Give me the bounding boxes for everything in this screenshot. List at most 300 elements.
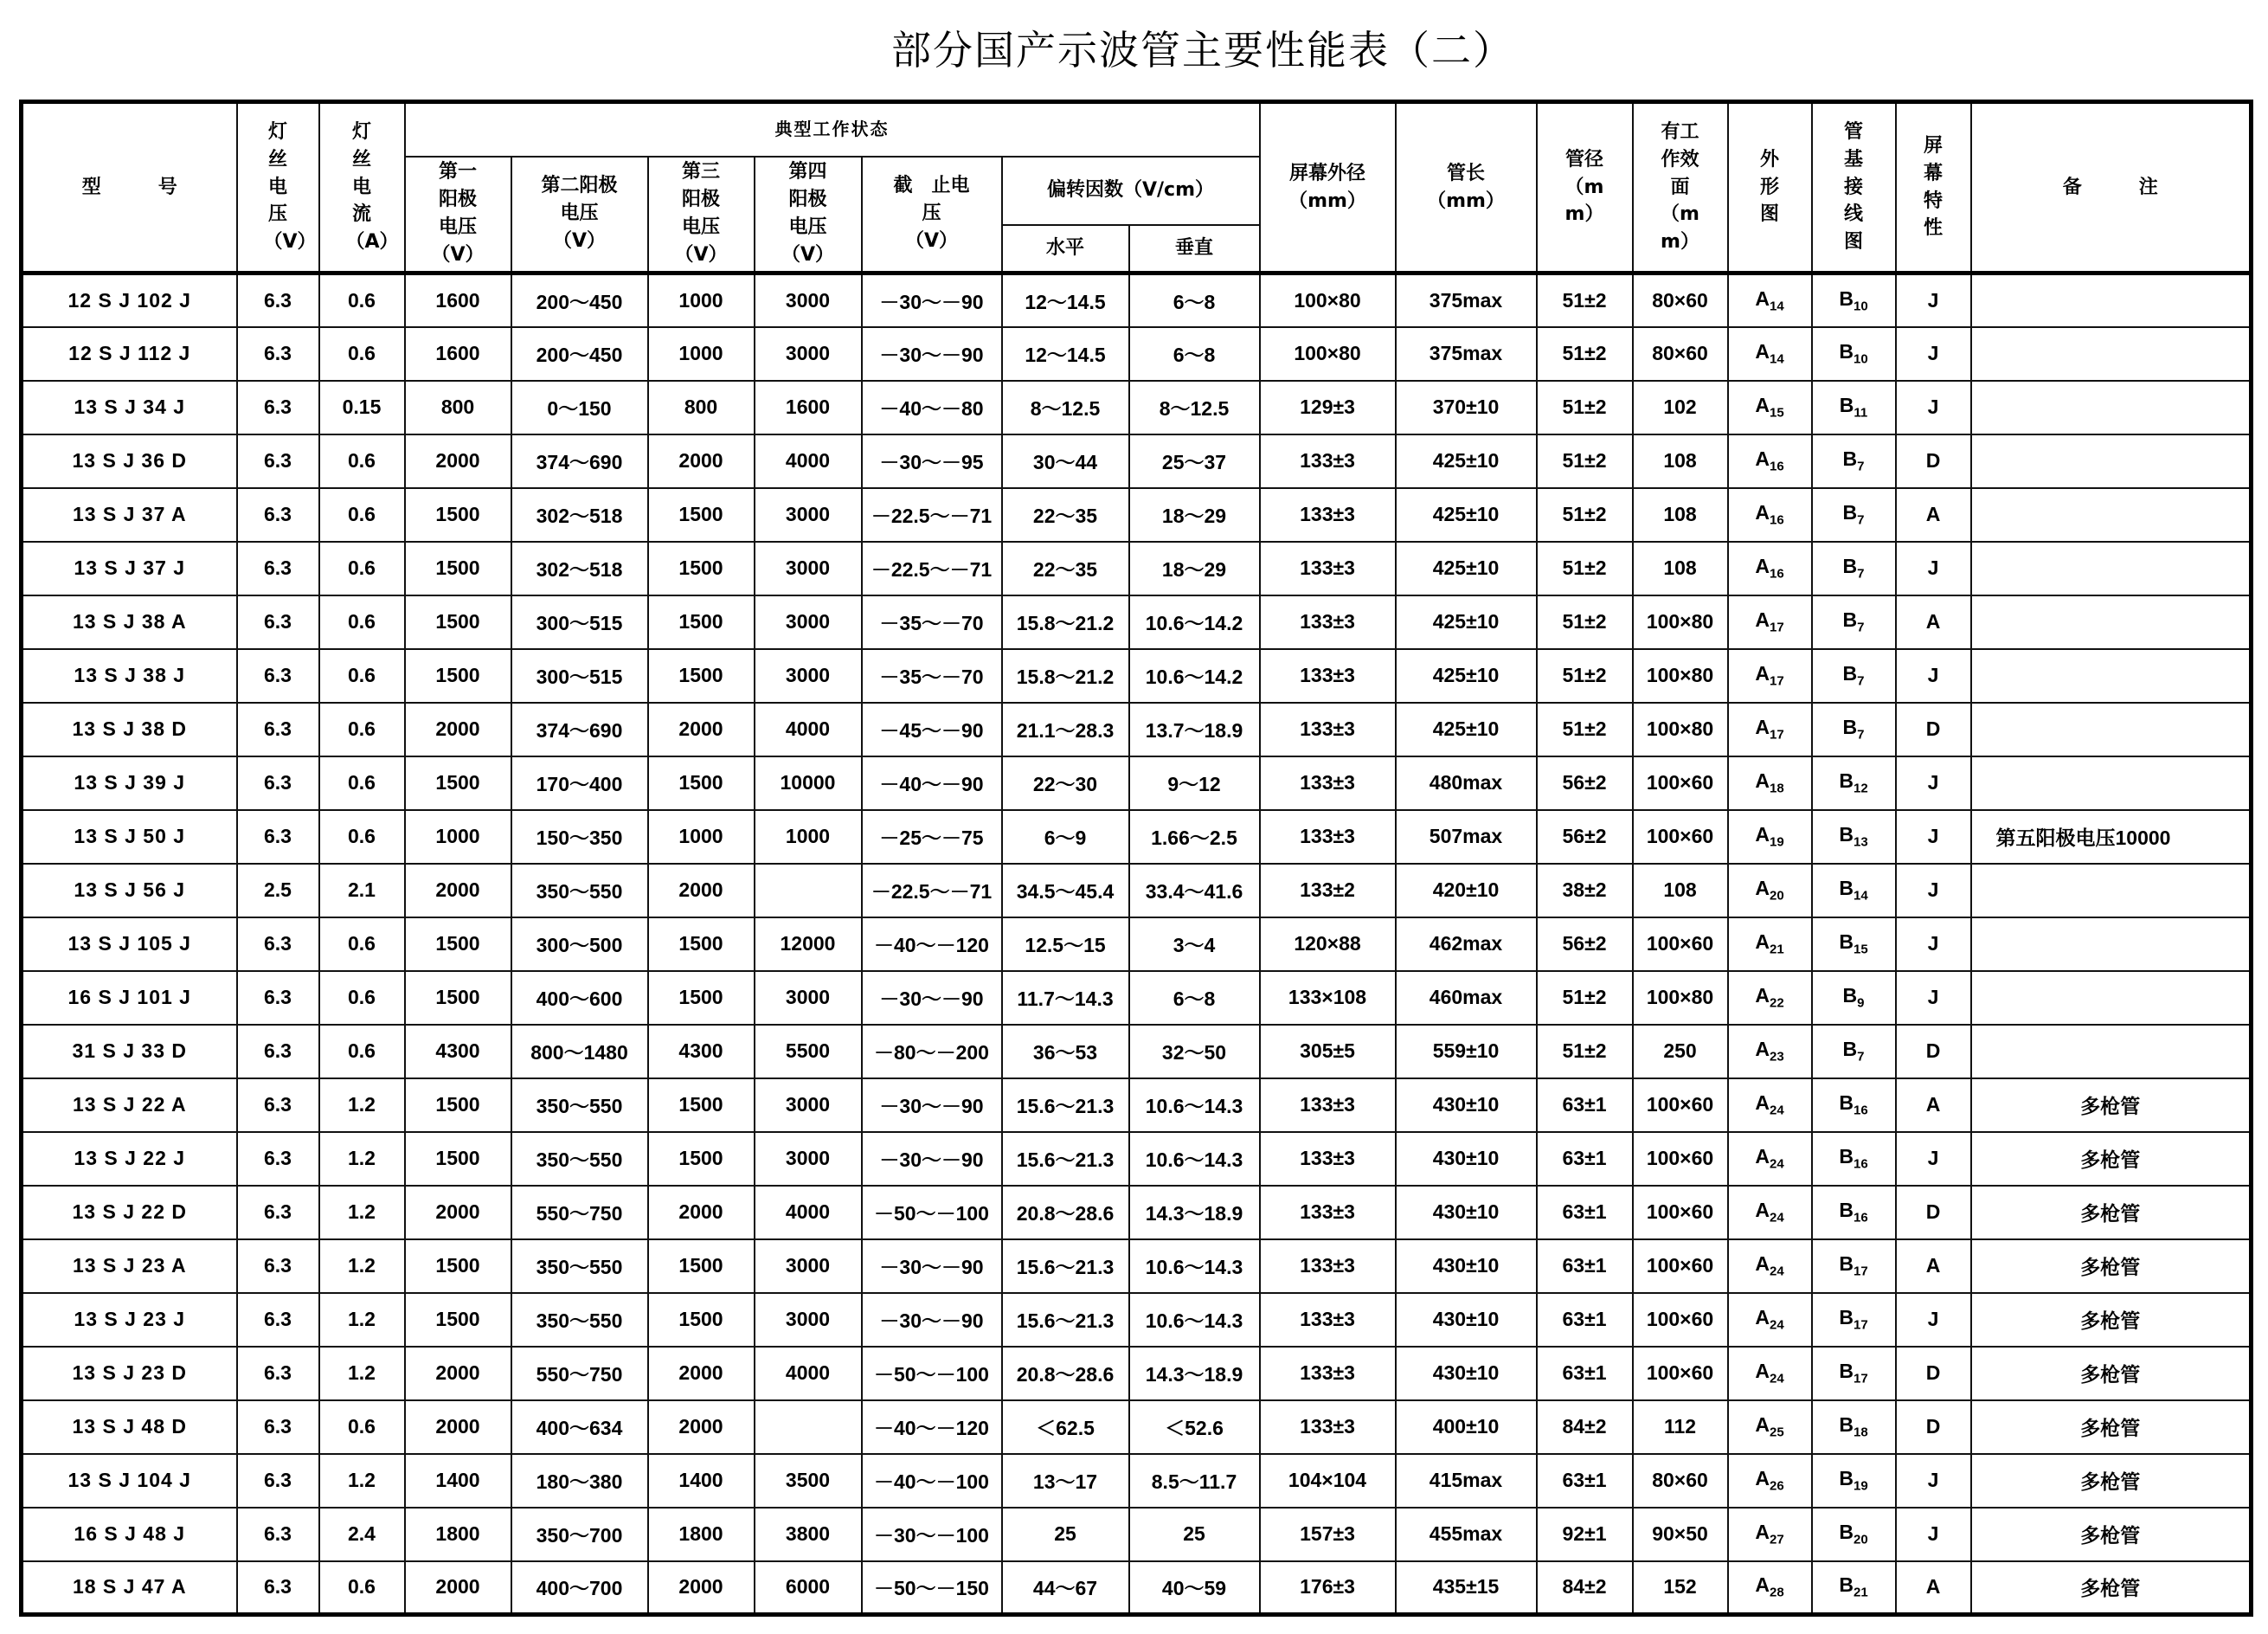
- cell-tube-length: 420±10: [1396, 864, 1537, 917]
- table-row: [22, 595, 2252, 649]
- cell-cutoff-voltage: －30～－90: [862, 273, 1002, 327]
- cell-filament-current: 1.2: [319, 1454, 405, 1508]
- cell-remarks: [1971, 649, 2252, 703]
- cell-deflection-horizontal: 11.7～14.3: [1002, 971, 1129, 1025]
- header-screen-characteristic: 屏幕特性: [1896, 102, 1971, 273]
- cell-effective-area: 80×60: [1633, 273, 1728, 327]
- cell-anode4-voltage: 3500: [755, 1454, 862, 1508]
- cell-model: 13 S J 38 A: [22, 595, 237, 649]
- cell-screen-characteristic: D: [1896, 1400, 1971, 1454]
- cell-deflection-vertical: 8～12.5: [1129, 381, 1260, 434]
- cell-deflection-horizontal: 15.6～21.3: [1002, 1132, 1129, 1186]
- cell-screen-diameter: 133±3: [1260, 1132, 1396, 1186]
- cell-filament-voltage: 6.3: [237, 917, 319, 971]
- cell-deflection-vertical: 10.6～14.3: [1129, 1132, 1260, 1186]
- cell-anode2-voltage: 302～518: [511, 542, 648, 595]
- cell-filament-current: 0.6: [319, 917, 405, 971]
- cell-filament-voltage: 6.3: [237, 327, 319, 381]
- cell-filament-voltage: 6.3: [237, 756, 319, 810]
- cell-deflection-horizontal: 25: [1002, 1508, 1129, 1561]
- cell-filament-voltage: 6.3: [237, 1293, 319, 1347]
- cell-anode2-voltage: 350～550: [511, 1078, 648, 1132]
- cell-cutoff-voltage: －35～－70: [862, 649, 1002, 703]
- cell-outline-drawing: $A_{19}$: [1728, 810, 1812, 864]
- cell-tube-length: 430±10: [1396, 1186, 1537, 1239]
- cell-deflection-vertical: 6～8: [1129, 327, 1260, 381]
- table-row: [22, 1293, 2252, 1347]
- cell-screen-diameter: 133±3: [1260, 703, 1396, 756]
- cell-filament-current: 0.6: [319, 756, 405, 810]
- header-outline-drawing: 外形图: [1728, 102, 1812, 273]
- cell-anode2-voltage: 350～550: [511, 864, 648, 917]
- cell-tube-diameter: 51±2: [1537, 488, 1633, 542]
- cell-anode3-voltage: 1500: [648, 1132, 755, 1186]
- cell-tube-length: 425±10: [1396, 595, 1537, 649]
- table-row: [22, 756, 2252, 810]
- cell-anode1-voltage: 1600: [405, 327, 511, 381]
- cell-anode2-voltage: 0～150: [511, 381, 648, 434]
- cell-anode3-voltage: 1500: [648, 1293, 755, 1347]
- cell-tube-diameter: 56±2: [1537, 810, 1633, 864]
- cell-cutoff-voltage: －40～－120: [862, 917, 1002, 971]
- cell-anode3-voltage: 1000: [648, 810, 755, 864]
- cell-anode1-voltage: 1500: [405, 756, 511, 810]
- table-row: [22, 1400, 2252, 1454]
- cell-cutoff-voltage: －40～－80: [862, 381, 1002, 434]
- cell-anode1-voltage: 800: [405, 381, 511, 434]
- cell-anode4-voltage: 1600: [755, 381, 862, 434]
- cell-filament-current: 1.2: [319, 1132, 405, 1186]
- cell-anode1-voltage: 2000: [405, 864, 511, 917]
- cell-effective-area: 100×60: [1633, 1186, 1728, 1239]
- cell-tube-diameter: 63±1: [1537, 1454, 1633, 1508]
- cell-screen-diameter: 305±5: [1260, 1025, 1396, 1078]
- cell-deflection-horizontal: 22～35: [1002, 488, 1129, 542]
- cell-anode1-voltage: 1500: [405, 971, 511, 1025]
- cell-screen-diameter: 133×108: [1260, 971, 1396, 1025]
- cell-deflection-horizontal: 15.8～21.2: [1002, 595, 1129, 649]
- cell-model: 13 S J 105 J: [22, 917, 237, 971]
- cell-anode4-voltage: 3000: [755, 1132, 862, 1186]
- cell-model: 13 S J 38 J: [22, 649, 237, 703]
- cell-filament-current: 0.6: [319, 971, 405, 1025]
- cell-deflection-vertical: 9～12: [1129, 756, 1260, 810]
- cell-filament-current: 0.6: [319, 649, 405, 703]
- cell-screen-characteristic: J: [1896, 810, 1971, 864]
- cell-base-wiring: $B_{11}$: [1812, 381, 1896, 434]
- cell-screen-diameter: 133±3: [1260, 1400, 1396, 1454]
- cell-screen-characteristic: J: [1896, 327, 1971, 381]
- cell-effective-area: 100×80: [1633, 971, 1728, 1025]
- cell-anode2-voltage: 350～550: [511, 1132, 648, 1186]
- cell-remarks: 多枪管: [1971, 1400, 2252, 1454]
- cell-deflection-horizontal: 22～30: [1002, 756, 1129, 810]
- cell-screen-diameter: 176±3: [1260, 1561, 1396, 1615]
- cell-tube-diameter: 38±2: [1537, 864, 1633, 917]
- cell-screen-characteristic: J: [1896, 273, 1971, 327]
- cell-base-wiring: $B_{16}$: [1812, 1186, 1896, 1239]
- cell-anode2-voltage: 170～400: [511, 756, 648, 810]
- table-row: [22, 649, 2252, 703]
- cell-deflection-vertical: ＜52.6: [1129, 1400, 1260, 1454]
- cell-filament-voltage: 6.3: [237, 649, 319, 703]
- cell-cutoff-voltage: －50～－100: [862, 1347, 1002, 1400]
- cell-anode1-voltage: 2000: [405, 1186, 511, 1239]
- cell-base-wiring: $B_7$: [1812, 703, 1896, 756]
- cell-screen-characteristic: J: [1896, 864, 1971, 917]
- cell-anode4-voltage: 3000: [755, 327, 862, 381]
- cell-outline-drawing: $A_{18}$: [1728, 756, 1812, 810]
- cell-deflection-horizontal: 30～44: [1002, 434, 1129, 488]
- header-anode3-voltage: 第三阳极电压 （V）: [648, 157, 755, 273]
- cell-base-wiring: $B_7$: [1812, 595, 1896, 649]
- cell-anode4-voltage: 12000: [755, 917, 862, 971]
- cell-outline-drawing: $A_{17}$: [1728, 649, 1812, 703]
- cell-anode1-voltage: 2000: [405, 1400, 511, 1454]
- cell-filament-current: 1.2: [319, 1078, 405, 1132]
- cell-cutoff-voltage: －30～－90: [862, 1078, 1002, 1132]
- cell-anode3-voltage: 1500: [648, 917, 755, 971]
- cell-screen-characteristic: D: [1896, 703, 1971, 756]
- cell-tube-diameter: 51±2: [1537, 971, 1633, 1025]
- cell-cutoff-voltage: －30～－90: [862, 1132, 1002, 1186]
- cell-deflection-vertical: 18～29: [1129, 488, 1260, 542]
- cell-anode2-voltage: 200～450: [511, 327, 648, 381]
- cell-screen-diameter: 133±3: [1260, 542, 1396, 595]
- cell-anode4-voltage: 4000: [755, 703, 862, 756]
- cell-effective-area: 100×80: [1633, 703, 1728, 756]
- cell-screen-diameter: 100×80: [1260, 327, 1396, 381]
- cell-filament-current: 0.6: [319, 327, 405, 381]
- cell-cutoff-voltage: －30～－95: [862, 434, 1002, 488]
- cell-anode2-voltage: 800～1480: [511, 1025, 648, 1078]
- cell-remarks: 多枪管: [1971, 1508, 2252, 1561]
- cell-tube-diameter: 63±1: [1537, 1186, 1633, 1239]
- cell-screen-characteristic: D: [1896, 1186, 1971, 1239]
- cell-deflection-vertical: 10.6～14.2: [1129, 595, 1260, 649]
- cell-filament-current: 0.6: [319, 488, 405, 542]
- cell-anode4-voltage: 3000: [755, 971, 862, 1025]
- cell-anode4-voltage: 4000: [755, 434, 862, 488]
- cell-effective-area: 102: [1633, 381, 1728, 434]
- cell-anode2-voltage: 150～350: [511, 810, 648, 864]
- cell-tube-length: 462max: [1396, 917, 1537, 971]
- cell-deflection-vertical: 25: [1129, 1508, 1260, 1561]
- cell-anode3-voltage: 2000: [648, 1347, 755, 1400]
- cell-effective-area: 100×60: [1633, 917, 1728, 971]
- cell-remarks: [1971, 434, 2252, 488]
- cell-model: 13 S J 37 A: [22, 488, 237, 542]
- cell-outline-drawing: $A_{24}$: [1728, 1078, 1812, 1132]
- cell-model: 13 S J 56 J: [22, 864, 237, 917]
- cell-filament-current: 0.6: [319, 542, 405, 595]
- cell-cutoff-voltage: －50～－150: [862, 1561, 1002, 1615]
- cell-deflection-horizontal: 34.5～45.4: [1002, 864, 1129, 917]
- cell-tube-length: 425±10: [1396, 649, 1537, 703]
- cell-screen-characteristic: A: [1896, 1078, 1971, 1132]
- cell-anode1-voltage: 1500: [405, 595, 511, 649]
- cell-outline-drawing: $A_{24}$: [1728, 1293, 1812, 1347]
- cell-model: 13 S J 22 A: [22, 1078, 237, 1132]
- cell-screen-characteristic: A: [1896, 1239, 1971, 1293]
- cell-screen-characteristic: J: [1896, 971, 1971, 1025]
- cell-tube-diameter: 63±1: [1537, 1293, 1633, 1347]
- cell-filament-voltage: 6.3: [237, 810, 319, 864]
- cell-deflection-vertical: 10.6～14.3: [1129, 1293, 1260, 1347]
- cell-screen-characteristic: J: [1896, 917, 1971, 971]
- cell-remarks: [1971, 595, 2252, 649]
- cell-cutoff-voltage: －40～－100: [862, 1454, 1002, 1508]
- cell-tube-length: 460max: [1396, 971, 1537, 1025]
- cell-anode4-voltage: 3800: [755, 1508, 862, 1561]
- cell-tube-diameter: 51±2: [1537, 381, 1633, 434]
- cell-deflection-vertical: 18～29: [1129, 542, 1260, 595]
- cell-screen-characteristic: J: [1896, 756, 1971, 810]
- table-row: [22, 1025, 2252, 1078]
- cell-base-wiring: $B_{10}$: [1812, 273, 1896, 327]
- cell-filament-current: 0.6: [319, 1561, 405, 1615]
- cell-anode4-voltage: 3000: [755, 273, 862, 327]
- cell-anode2-voltage: 374～690: [511, 434, 648, 488]
- cell-anode1-voltage: 1800: [405, 1508, 511, 1561]
- cell-anode4-voltage: 4000: [755, 1347, 862, 1400]
- cell-screen-characteristic: J: [1896, 381, 1971, 434]
- cell-screen-diameter: 133±3: [1260, 1293, 1396, 1347]
- cell-base-wiring: $B_7$: [1812, 488, 1896, 542]
- cell-deflection-horizontal: 12～14.5: [1002, 273, 1129, 327]
- cell-cutoff-voltage: －80～－200: [862, 1025, 1002, 1078]
- cell-tube-diameter: 51±2: [1537, 273, 1633, 327]
- cell-base-wiring: $B_{13}$: [1812, 810, 1896, 864]
- cell-effective-area: 112: [1633, 1400, 1728, 1454]
- cell-tube-length: 430±10: [1396, 1293, 1537, 1347]
- cell-filament-voltage: 6.3: [237, 1400, 319, 1454]
- cell-filament-current: 0.6: [319, 434, 405, 488]
- cell-deflection-vertical: 40～59: [1129, 1561, 1260, 1615]
- cell-anode3-voltage: 1500: [648, 1078, 755, 1132]
- cell-cutoff-voltage: －35～－70: [862, 595, 1002, 649]
- cell-deflection-vertical: 32～50: [1129, 1025, 1260, 1078]
- table-row: [22, 1347, 2252, 1400]
- cell-anode3-voltage: 800: [648, 381, 755, 434]
- cell-deflection-vertical: 14.3～18.9: [1129, 1347, 1260, 1400]
- cell-anode4-voltage: 10000: [755, 756, 862, 810]
- cell-tube-diameter: 51±2: [1537, 649, 1633, 703]
- cell-anode3-voltage: 1500: [648, 595, 755, 649]
- cell-screen-diameter: 133±3: [1260, 595, 1396, 649]
- cell-tube-length: 435±15: [1396, 1561, 1537, 1615]
- cell-filament-current: 1.2: [319, 1186, 405, 1239]
- cell-anode4-voltage: 3000: [755, 649, 862, 703]
- cell-anode2-voltage: 550～750: [511, 1186, 648, 1239]
- cell-anode4-voltage: [755, 864, 862, 917]
- cell-deflection-horizontal: 36～53: [1002, 1025, 1129, 1078]
- cell-model: 13 S J 23 J: [22, 1293, 237, 1347]
- header-anode4-voltage: 第四阳极电压 （V）: [755, 157, 862, 273]
- cell-tube-diameter: 63±1: [1537, 1078, 1633, 1132]
- cell-cutoff-voltage: －50～－100: [862, 1186, 1002, 1239]
- cell-deflection-horizontal: 12.5～15: [1002, 917, 1129, 971]
- cell-screen-diameter: 133±3: [1260, 1239, 1396, 1293]
- cell-deflection-horizontal: 20.8～28.6: [1002, 1347, 1129, 1400]
- cell-tube-diameter: 51±2: [1537, 434, 1633, 488]
- header-filament-current: 灯丝电流 （A）: [319, 102, 405, 273]
- cell-base-wiring: $B_7$: [1812, 649, 1896, 703]
- cell-effective-area: 100×80: [1633, 595, 1728, 649]
- table-row: [22, 917, 2252, 971]
- cell-anode1-voltage: 1500: [405, 542, 511, 595]
- cell-cutoff-voltage: －25～－75: [862, 810, 1002, 864]
- cell-deflection-horizontal: ＜62.5: [1002, 1400, 1129, 1454]
- cell-filament-voltage: 6.3: [237, 1025, 319, 1078]
- cell-model: 13 S J 38 D: [22, 703, 237, 756]
- cell-cutoff-voltage: －40～－90: [862, 756, 1002, 810]
- cell-anode4-voltage: 3000: [755, 1078, 862, 1132]
- header-tube-length: 管长 （mm）: [1396, 102, 1537, 273]
- cell-screen-diameter: 133±3: [1260, 488, 1396, 542]
- cell-anode1-voltage: 1500: [405, 917, 511, 971]
- cell-anode2-voltage: 300～515: [511, 649, 648, 703]
- cell-tube-length: 480max: [1396, 756, 1537, 810]
- cell-cutoff-voltage: －22.5～－71: [862, 488, 1002, 542]
- cell-anode3-voltage: 1500: [648, 649, 755, 703]
- cell-model: 13 S J 39 J: [22, 756, 237, 810]
- cell-outline-drawing: $A_{14}$: [1728, 273, 1812, 327]
- cell-tube-length: 400±10: [1396, 1400, 1537, 1454]
- cell-deflection-vertical: 13.7～18.9: [1129, 703, 1260, 756]
- cell-outline-drawing: $A_{14}$: [1728, 327, 1812, 381]
- cell-anode3-voltage: 1000: [648, 327, 755, 381]
- cell-anode2-voltage: 350～550: [511, 1239, 648, 1293]
- cell-screen-diameter: 133±3: [1260, 1347, 1396, 1400]
- cell-filament-voltage: 6.3: [237, 381, 319, 434]
- cell-anode1-voltage: 1400: [405, 1454, 511, 1508]
- table-row: [22, 1508, 2252, 1561]
- cell-effective-area: 250: [1633, 1025, 1728, 1078]
- cell-model: 13 S J 37 J: [22, 542, 237, 595]
- cell-cutoff-voltage: －30～－90: [862, 1293, 1002, 1347]
- header-model: 型 号: [22, 102, 237, 273]
- cell-effective-area: 100×60: [1633, 1347, 1728, 1400]
- cell-model: 13 S J 22 D: [22, 1186, 237, 1239]
- cell-effective-area: 100×60: [1633, 1132, 1728, 1186]
- cell-effective-area: 100×60: [1633, 810, 1728, 864]
- cell-anode1-voltage: 4300: [405, 1025, 511, 1078]
- table-row: [22, 703, 2252, 756]
- cell-model: 13 S J 34 J: [22, 381, 237, 434]
- table-body: [22, 273, 2252, 1615]
- cell-anode1-voltage: 1500: [405, 488, 511, 542]
- header-base-wiring: 管基接线图: [1812, 102, 1896, 273]
- cell-anode1-voltage: 2000: [405, 434, 511, 488]
- cell-tube-diameter: 84±2: [1537, 1561, 1633, 1615]
- cell-model: 13 S J 23 A: [22, 1239, 237, 1293]
- cell-filament-voltage: 6.3: [237, 542, 319, 595]
- cell-deflection-vertical: 10.6～14.3: [1129, 1078, 1260, 1132]
- cell-remarks: 多枪管: [1971, 1293, 2252, 1347]
- cell-cutoff-voltage: －45～－90: [862, 703, 1002, 756]
- cell-remarks: [1971, 703, 2252, 756]
- cell-remarks: 多枪管: [1971, 1347, 2252, 1400]
- cell-screen-characteristic: J: [1896, 1132, 1971, 1186]
- table-row: [22, 810, 2252, 864]
- cell-anode2-voltage: 300～515: [511, 595, 648, 649]
- cell-tube-length: 370±10: [1396, 381, 1537, 434]
- cell-anode2-voltage: 300～500: [511, 917, 648, 971]
- cell-filament-current: 1.2: [319, 1347, 405, 1400]
- cell-outline-drawing: $A_{24}$: [1728, 1186, 1812, 1239]
- cell-deflection-horizontal: 44～67: [1002, 1561, 1129, 1615]
- cell-tube-diameter: 51±2: [1537, 542, 1633, 595]
- cell-tube-length: 425±10: [1396, 434, 1537, 488]
- cell-screen-diameter: 133±3: [1260, 1186, 1396, 1239]
- cell-base-wiring: $B_{20}$: [1812, 1508, 1896, 1561]
- cell-cutoff-voltage: －30～－90: [862, 327, 1002, 381]
- cell-base-wiring: $B_7$: [1812, 434, 1896, 488]
- cell-remarks: 多枪管: [1971, 1454, 2252, 1508]
- table-row: [22, 542, 2252, 595]
- header-screen-diameter: 屏幕外径 （mm）: [1260, 102, 1396, 273]
- cell-model: 13 S J 104 J: [22, 1454, 237, 1508]
- header-tube-diameter: 管径 （mm）: [1537, 102, 1633, 273]
- cell-filament-voltage: 6.3: [237, 1132, 319, 1186]
- cell-anode3-voltage: 2000: [648, 1186, 755, 1239]
- cell-anode1-voltage: 1500: [405, 1239, 511, 1293]
- cell-anode3-voltage: 1500: [648, 971, 755, 1025]
- cell-screen-diameter: 104×104: [1260, 1454, 1396, 1508]
- cell-tube-length: 455max: [1396, 1508, 1537, 1561]
- cell-remarks: 多枪管: [1971, 1561, 2252, 1615]
- cell-tube-length: 430±10: [1396, 1132, 1537, 1186]
- cell-anode3-voltage: 1400: [648, 1454, 755, 1508]
- cell-deflection-horizontal: 22～35: [1002, 542, 1129, 595]
- cell-effective-area: 90×50: [1633, 1508, 1728, 1561]
- cell-effective-area: 108: [1633, 542, 1728, 595]
- cell-tube-length: 425±10: [1396, 488, 1537, 542]
- cell-tube-diameter: 56±2: [1537, 756, 1633, 810]
- cell-outline-drawing: $A_{16}$: [1728, 488, 1812, 542]
- cell-anode4-voltage: 3000: [755, 542, 862, 595]
- table-row: [22, 864, 2252, 917]
- cell-cutoff-voltage: －30～－100: [862, 1508, 1002, 1561]
- cell-tube-diameter: 51±2: [1537, 703, 1633, 756]
- cell-anode1-voltage: 2000: [405, 1561, 511, 1615]
- cell-cutoff-voltage: －30～－90: [862, 1239, 1002, 1293]
- cell-filament-current: 0.6: [319, 595, 405, 649]
- cell-anode3-voltage: 1500: [648, 756, 755, 810]
- cell-filament-current: 2.1: [319, 864, 405, 917]
- cell-deflection-horizontal: 15.6～21.3: [1002, 1239, 1129, 1293]
- cell-base-wiring: $B_{14}$: [1812, 864, 1896, 917]
- table-header: [22, 102, 2252, 273]
- cell-screen-diameter: 133±3: [1260, 756, 1396, 810]
- cell-tube-length: 430±10: [1396, 1078, 1537, 1132]
- header-filament-voltage: 灯丝电压 （V）: [237, 102, 319, 273]
- cell-deflection-vertical: 1.66～2.5: [1129, 810, 1260, 864]
- cell-anode2-voltage: 400～700: [511, 1561, 648, 1615]
- cell-effective-area: 100×60: [1633, 756, 1728, 810]
- cell-screen-diameter: 157±3: [1260, 1508, 1396, 1561]
- cell-effective-area: 100×60: [1633, 1078, 1728, 1132]
- cell-outline-drawing: $A_{17}$: [1728, 703, 1812, 756]
- cell-filament-current: 0.6: [319, 703, 405, 756]
- cell-base-wiring: $B_{19}$: [1812, 1454, 1896, 1508]
- cell-tube-diameter: 63±1: [1537, 1132, 1633, 1186]
- cell-model: 13 S J 48 D: [22, 1400, 237, 1454]
- cell-deflection-vertical: 14.3～18.9: [1129, 1186, 1260, 1239]
- cell-screen-diameter: 133±3: [1260, 434, 1396, 488]
- cell-tube-length: 425±10: [1396, 703, 1537, 756]
